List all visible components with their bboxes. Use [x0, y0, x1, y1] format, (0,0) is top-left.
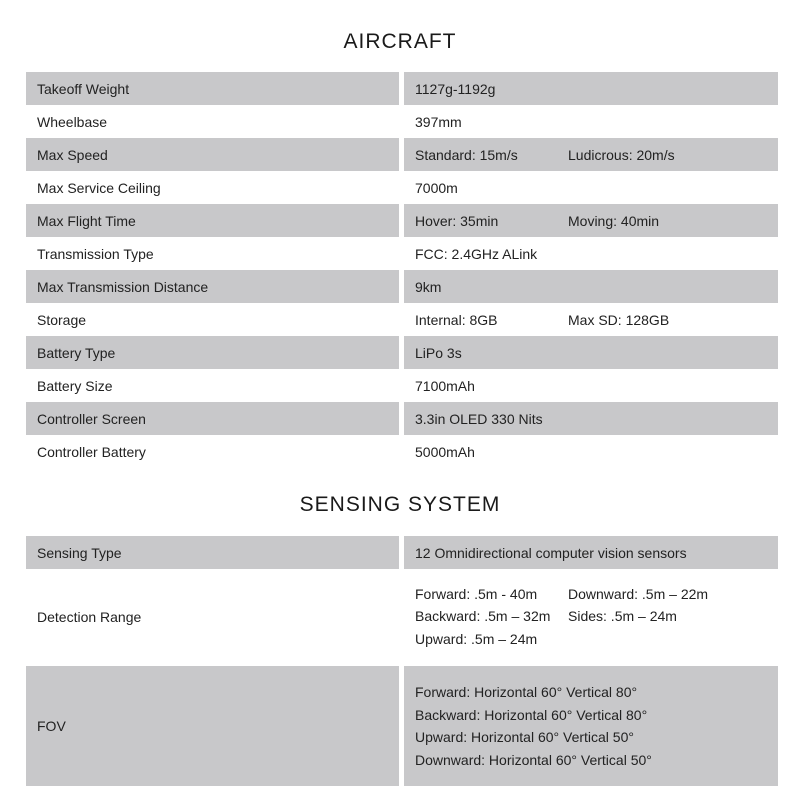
aircraft-title: AIRCRAFT — [343, 30, 457, 53]
spec-row — [26, 402, 778, 435]
spec-label: Controller Screen — [26, 402, 399, 435]
spec-value-text: 7100mAh — [415, 377, 475, 394]
spec-value-text: 9km — [415, 278, 442, 295]
spec-row — [26, 237, 778, 270]
spec-value-text: Standard: 15m/s — [415, 146, 518, 163]
fov-downward: Downward: Horizontal 60° Vertical 50° — [415, 751, 652, 768]
spec-value — [404, 237, 778, 270]
spec-value-text: LiPo 3s — [415, 344, 462, 361]
spec-row — [26, 105, 778, 138]
detection-downward: Downward: .5m – 22m — [568, 585, 709, 602]
spec-value — [404, 270, 778, 303]
spec-value — [404, 138, 778, 171]
spec-value-text: Ludicrous: 20m/s — [568, 146, 675, 163]
spec-value — [404, 336, 778, 369]
spec-row — [26, 72, 778, 105]
spec-label: Wheelbase — [37, 113, 108, 130]
spec-row — [26, 435, 778, 468]
detection-upward: Upward: .5m – 24m — [415, 630, 538, 647]
spec-value — [404, 666, 778, 786]
spec-value-text: Hover: 35min — [415, 212, 499, 229]
spec-label: Sensing Type — [26, 536, 399, 569]
sensing-system-title: SENSING SYSTEM — [299, 493, 501, 516]
spec-row-detection-range — [26, 569, 778, 664]
aircraft-spec-table — [26, 72, 778, 468]
spec-label: Max Speed — [26, 138, 399, 171]
spec-value-text: 3.3in OLED 330 Nits — [415, 410, 543, 427]
spec-value — [404, 204, 778, 237]
spec-value — [404, 402, 778, 435]
spec-value — [404, 105, 778, 138]
fov-upward: Upward: Horizontal 60° Vertical 50° — [415, 729, 634, 745]
spec-row — [26, 138, 778, 171]
spec-label: Detection Range — [37, 608, 142, 625]
detection-backward: Backward: .5m – 32m — [415, 608, 551, 625]
spec-value — [404, 303, 778, 336]
detection-forward: Forward: .5m - 40m — [415, 585, 538, 602]
spec-value — [404, 171, 778, 204]
sensing-spec-table — [26, 536, 778, 786]
spec-label: Max Transmission Distance — [26, 270, 399, 303]
spec-row — [26, 204, 778, 237]
spec-label: Transmission Type — [37, 245, 154, 262]
spec-value-text: Internal: 8GB — [415, 311, 498, 328]
spec-value — [404, 72, 778, 105]
spec-value — [404, 569, 778, 664]
spec-value: 12 Omnidirectional computer vision sensors — [404, 536, 778, 569]
spec-label: Controller Battery — [37, 443, 146, 460]
spec-row — [26, 171, 778, 204]
spec-value-text: 1127g-1192g — [415, 80, 496, 97]
spec-value — [404, 369, 778, 402]
spec-value-text: Max SD: 128GB — [568, 311, 670, 328]
detection-sides: Sides: .5m – 24m — [568, 608, 677, 625]
fov-forward: Forward: Horizontal 60° Vertical 80° — [415, 684, 638, 700]
spec-label: Takeoff Weight — [26, 72, 399, 105]
spec-label: Max Flight Time — [26, 204, 399, 237]
spec-value-text: Moving: 40min — [568, 212, 660, 229]
spec-row — [26, 303, 778, 336]
fov-backward: Backward: Horizontal 60° Vertical 80° — [415, 706, 648, 723]
spec-row-fov — [26, 666, 778, 786]
spec-label: Battery Type — [26, 336, 399, 369]
spec-value — [404, 435, 778, 468]
spec-row — [26, 270, 778, 303]
spec-label: Battery Size — [37, 377, 113, 394]
spec-row — [26, 369, 778, 402]
spec-row-sensing-type — [26, 536, 778, 569]
spec-label: Max Service Ceiling — [37, 179, 161, 196]
spec-value-text: FCC: 2.4GHz ALink — [415, 245, 538, 262]
spec-row — [26, 336, 778, 369]
spec-label: Storage — [37, 311, 87, 328]
spec-value-text: 5000mAh — [415, 443, 475, 460]
spec-value-text: 7000m — [415, 179, 458, 196]
spec-value-text: 397mm — [415, 113, 462, 130]
spec-label: FOV — [26, 666, 399, 786]
